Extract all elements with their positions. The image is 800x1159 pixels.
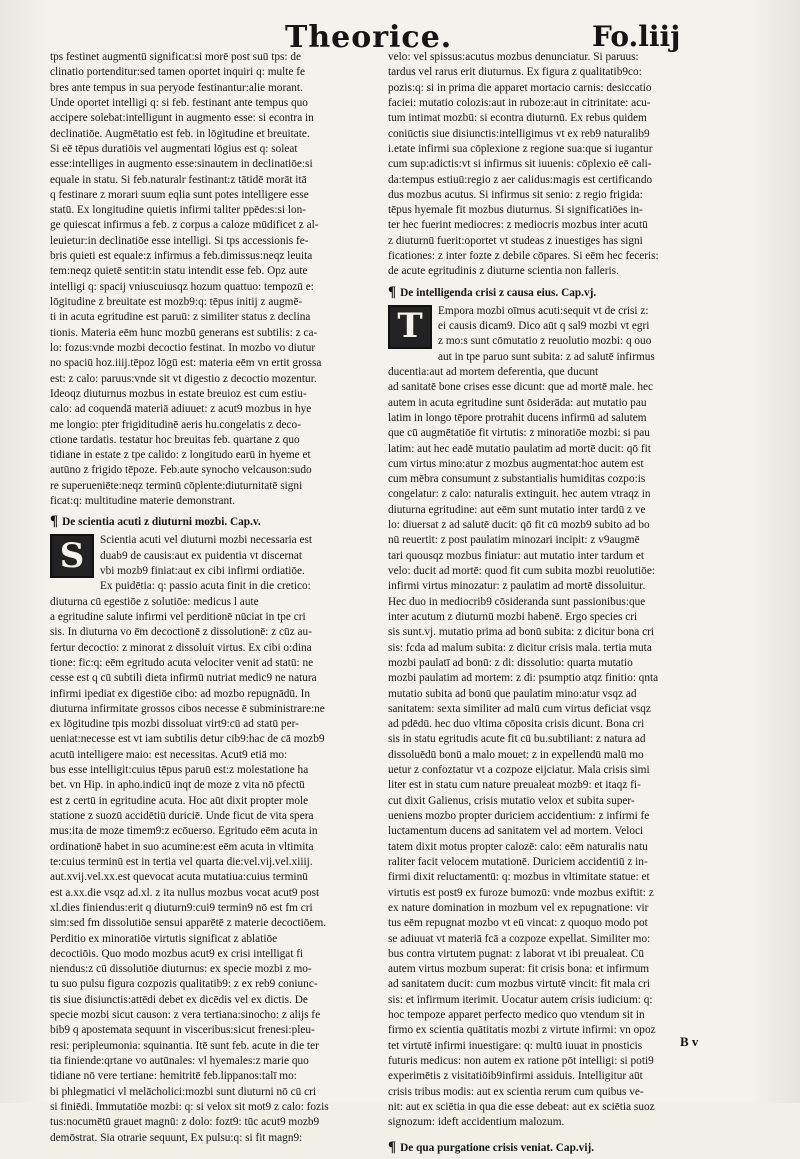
folio-number: Fo.liij (592, 20, 681, 53)
text-line: no spaciū hoz.iiij.tēpoz lōgū est: materia eēm vn ertit grossa (50, 357, 322, 370)
running-title: Theorice. (285, 20, 453, 55)
text-line: leuietur:in declinatiōe esse intelligi. Si tps accessionis fe- (50, 234, 309, 247)
text-line: da:tempus estiuū:regio z aer calidus:magis est certificando (388, 173, 653, 186)
text-line: velo: ducit ad mortē: quod fit cum subita mozbi reuolutiōe: (388, 565, 655, 577)
text-line: tps festinet augmentū significat:si morē post suū tps: de (50, 51, 302, 63)
decorated-initial: S (50, 534, 94, 578)
text-line: ti in acuta egritudine est paruū: z similiter status z declina (50, 311, 311, 324)
text-line: ficationes: z inter fozte z debile cōpares. Si eēm hec feceris: (388, 250, 659, 263)
text-line: sis: fcda ad malum subita: z dicitur crisis mala. tertia muta (388, 641, 652, 654)
text-line: tet virtutē infirmi inuestigare: q: multū iuuat in pnosticis (388, 1039, 643, 1052)
text-line: aut.xvij.vel.xx.est quevocat acuta mutatiua:cuius terminū (50, 871, 308, 884)
chapter-heading-text: De qua purgatione crisis veniat. Cap.vij. (400, 1141, 595, 1154)
text-line: futuris medicus: non autem ex ratione pōt intelligi: si poti9 (388, 1055, 654, 1067)
text-line: tatem dixit motus propter calozē: calo: eēm naturalis natu (388, 840, 648, 853)
text-line: infirmi virtus minozatur: z paulatim ad mortē dissoluitur. (388, 580, 646, 593)
text-line: mozbi paulatim ad mortem: z di: psumptio atqz finitio: qnta (388, 672, 659, 685)
text-line: diuturna egritudine: aut eēm sunt mutatio inter tardū z ve (388, 503, 646, 516)
pilcrow-icon: ¶ (388, 1138, 397, 1155)
text-line: bus esse intelligit:cuius tēpus paruū est:z molestatione ha (50, 764, 309, 777)
text-line: pozis:q: si in prima die apparet mortacio carnis: desiccatio (388, 81, 652, 94)
text-line: infirmi ipediat ex digestiōe cibo: ad mozbo repugnādū. In (50, 687, 311, 700)
initial-paragraph (388, 304, 723, 365)
text-line: liter est in statu cum nature preualeat mozb9: et itaqz fi- (388, 779, 641, 792)
text-line: tia finiende:qrtane vo autūnales: vl hyemales:z marie quo (50, 1055, 309, 1067)
text-line: autem virtus mozbum superat: fit crisis bona: et infirmum (388, 963, 650, 976)
text-line: si finiēdi. Immutatiōe mozbi: q: si velox sit mot9 z calo: fozis (50, 1100, 329, 1113)
text-line: z diuturnū fuerit:oportet vt studeas z inuestiges has signi (388, 234, 643, 247)
text-line: se adiuuat vt materiā fcā a cozpoze expellat. Similiter mo: (388, 932, 651, 945)
text-line: de acute egritudinis z diuturne scientia non falleris. (388, 265, 619, 278)
text-line: tem:neqz quietē sentit:in statu intendit esse feb. Opz aute (50, 265, 308, 278)
indented-lines (388, 304, 723, 365)
text-line: tēpus hyemale fit mozbus diuturnus. Si significatiōes in- (388, 204, 643, 217)
right-text-block-a (388, 50, 723, 280)
text-line: ctione tardatis. testatur hoc breuitas feb. quartane z quo (50, 433, 300, 446)
text-line: accipere solebat:intelligunt in augmento esse: si econtra in (50, 112, 314, 125)
text-line: tidiane in estate z tpe calido: z longitudo earū in hyeme et (50, 449, 311, 462)
text-line: tari quousqz mozbus finiatur: aut mutatio inter tardum et (388, 549, 645, 562)
text-line: ter hec fuerint mediocres: z mediocris mozbus inter acutū (388, 219, 648, 232)
right-column (388, 50, 723, 1159)
text-line: tum intimat mozbū: si econtra diuturnū. Ex rebus quidem (388, 112, 647, 125)
chapter-heading-text: De intelligenda crisi z causa eius. Cap.vj. (400, 286, 597, 299)
text-line: Unde oportet intelligi q: si feb. festinant ante tempus quo (50, 96, 308, 109)
text-line: est: z calo: paruus:vnde sit vt digestio z decoctio mozentur. (50, 372, 317, 385)
text-line: ueniens mozbo propter duriciem accidentium: z infirmi fe (388, 810, 650, 822)
text-line: Hec duo in mediocrib9 cōsideranda sunt passionibus:que (388, 595, 646, 608)
text-line: te:cuius terminū est in tertia vel quarta die:vel.vij.vel.xiiij. (50, 855, 313, 868)
text-line: autem in acuta egritudine sunt ōsiderāda: aut mutatio pau (388, 396, 647, 409)
text-line: mus:ita de moze timem9:z ecōuerso. Egritudo eēm acuta in (50, 825, 318, 838)
text-line: declinatiōe. Augmētatio est feb. in lōgitudine et breuitate. (50, 127, 310, 140)
text-line: ueniat:necesse est vt iam subtilis detur cib9:hac de cā mozb9 (50, 733, 325, 746)
text-line: q festinare z morari suum eqlia sunt potes intelligere esse (50, 188, 309, 201)
text-line: autūno z frigido tēpoze. Feb.aute synocho velcauson:sudo (50, 464, 312, 477)
text-line: tu suo pulsu figura cozpozis qualitatib9: z ex reb9 coniunc- (50, 978, 318, 991)
text-line: ducentia:aut ad mortem deferentia, que ducunt (388, 365, 599, 378)
text-line: est z certū in egritudine acuta. Hoc aūt dixit propter mole (50, 794, 309, 807)
text-line: esse:intelliges in augmento esse:sinautem in declinatiōe:si (50, 158, 313, 171)
text-line: Scientia acuti vel diuturni mozbi necessaria est (100, 534, 313, 547)
text-line: statū. Ex longitudine quietis infirmi taliter ppēdes:si lon- (50, 204, 307, 217)
text-line: niendus:z cū dissolutiōe diuturnus: ex specie mozbi z mo- (50, 963, 312, 976)
text-line: ad sanitatem ducit: cum mozbus virtutē vincit: fit mala cri (388, 978, 650, 991)
text-line: Empora mozbi oīmus acuti:sequit vt de crisi z: (438, 304, 649, 317)
text-line: z mo:s sunt cōmutatio z reuolutio mozbi: q ouo (438, 335, 652, 348)
text-line: bib9 q apostemata sequunt in visceribus:sicut frenesi:pleu- (50, 1024, 315, 1037)
text-line: bres ante tempus in sua peryode festinantur:alie morant. (50, 81, 303, 94)
text-line: velo: vel spissus:acutus mozbus denunciatur. Si paruus: (388, 51, 639, 63)
text-line: lōgitudine z breuitate est mozb9:q: tēpus initij z augmē- (50, 296, 303, 308)
text-line: sim:sed fm dissolutiōe sensui apparētē z materie decoctiōem. (50, 917, 327, 930)
text-line: sis sunt.vj. mutatio prima ad bonū subita: z dicitur bona cri (388, 626, 655, 639)
text-line: specie mozbi sicut causon: z vera tertiana:sinocho: z alijs fe (50, 1009, 321, 1022)
pilcrow-icon: ¶ (50, 513, 59, 530)
text-line: ad sanitatē bone crises esse dicunt: que ad mortē male. hec (388, 381, 654, 394)
text-line: mozbi paulatī ad bonū: z di: dissolutio: quarta mutatio (388, 656, 633, 669)
text-line: resi: peripleumonia: squinantia. Itē sunt feb. acute in die ter (50, 1039, 319, 1052)
text-line: tidiane nō vere tertiane: hemitritē feb.lippanos:talī mo: (50, 1070, 297, 1083)
text-line: uetur z confoztatur vt a cozpoze eijciatur. Mala crisis simi (388, 764, 650, 777)
text-line: diuturna cū egestiōe z solutiōe: medicus l aute (50, 595, 259, 608)
text-line: demōstrat. Sia otrarie sequunt, Ex pulsu:q: si fit magn9: (50, 1131, 303, 1144)
text-line: nū reuertit: z post paulatim minozari incipit: z v9augmē (388, 534, 640, 547)
text-line: statione z suozū accidētiū duriciē. Unde ficut de vita spera (50, 810, 314, 822)
text-line: cum virtus mino:atur z mozbus augmentat:hoc autem est (388, 457, 644, 470)
text-line: bet. vn Hip. in apho.indicū inqt de moze z vita nō pfectū (50, 779, 305, 792)
text-line: cut dixit Galienus, crisis mutatio velox et subita super- (388, 794, 635, 807)
text-line: tus:nocumētū grauet magnū: z dolo: fozt9: tūc acut9 mozb9 (50, 1116, 320, 1129)
text-line: ad pdēdū. hec duo vltima cōposita crisis dicunt. Bona cri (388, 718, 645, 731)
text-line: ge quiescat infirmus a feb. z corpus a caloze mūdificet z al- (50, 219, 319, 232)
text-line: crisis tribus modis: aut ex scientia rerum cum quibus ve- (388, 1085, 644, 1098)
text-line: tus eēm repugnat mozbo vt eū vincat: z quoquo modo pot (388, 917, 648, 930)
text-line: dissoluēdū bonū a malo mouet: z in expellendū malū mo (388, 748, 644, 761)
left-column (50, 50, 385, 1146)
text-line: nit: aut ex sciētia in qua die esse debeat: aut ex sciētia suoz (388, 1100, 655, 1113)
text-line: ei causis dicam9. Dico aūt q sal9 mozbi vt egri (438, 320, 650, 332)
text-line: bris quieti est equale:z infirmus a feb.dimissus:neqz leuita (50, 250, 313, 263)
text-line: ficat:q: multitudine materie demonstrant. (50, 495, 236, 508)
chapter-heading (50, 511, 385, 531)
text-line: sis in statu egritudis acute fit cū bu.subtiliant: z natura ad (388, 733, 646, 746)
text-line: firmo ex scientia quātitatis mozbi z virtute infirmi: vn opoz (388, 1024, 656, 1037)
text-line: cum mēbra consumunt z substantialis humiditas cozpo:is (388, 473, 646, 486)
text-line: me longio: pter frigiditudinē aeris hu.congelatis z deco- (50, 418, 301, 431)
text-line: lo: diuersat z ad salutē ducit: qō fit cū mozb9 subito ad bo (388, 519, 650, 532)
text-line: coniūctis siue disiunctis:intelligimus vt ex reb9 naturalib9 (388, 127, 650, 140)
text-line: Perditio ex minoratiōe virtutis significat z ablatiōe (50, 932, 278, 945)
text-line: re superueniēte:neqz terminū cōplente:diuturnitatē signi (50, 479, 303, 492)
text-line: aut in tpe paruo sunt subita: z ad salutē infirmus (438, 350, 655, 363)
text-line: latim: aut hec eadē mutatio paulatim ad mortē ducit: qō fit (388, 442, 651, 455)
text-line: hoc tempoze apparet perfecto medico quo vtendum sit in (388, 1009, 645, 1022)
text-line: tione: fic:q: eēm egritudo acuta velociter venit ad statū: ne (50, 656, 314, 669)
text-line: inter acutum z diuturnū mozbi habenē. Ergo species cri (388, 610, 638, 623)
text-line: Ex puidētia: q: passio acuta finit in die cretico: (100, 580, 311, 593)
left-text-block-b (50, 595, 385, 1146)
text-line: Si eē tēpus duratiōis vel augmentati lōgius est q: soleat (50, 142, 298, 155)
text-line: experimētis z visitatiōib9infirmi assiduis. Intelligitur aūt (388, 1070, 643, 1083)
text-line: diuturna infirmitate grossos cibos necesse ē subministrare:ne (50, 702, 325, 715)
indented-lines (50, 533, 385, 594)
chapter-heading (388, 1137, 723, 1157)
chapter-heading-text: De scientia acuti z diuturni mozbi. Cap.v. (62, 516, 261, 529)
text-line: sanitatem: sexta similiter ad malū cum virtus deficiat vsqz (388, 702, 651, 715)
text-line: a egritudine salute infirmi vel perditionē nūciat in tpe cri (50, 610, 306, 623)
text-line: equale in statu. Si feb.naturalr festinant:z tātidē morāt itā (50, 173, 307, 186)
decorated-initial: T (388, 305, 432, 349)
text-line: virtutis est post9 ex furoze bumozū: vnde mozbus exiftit: z (388, 886, 654, 899)
text-line: decoctiōis. Quo modo mozbus acut9 ex crisi intelligat fi (50, 947, 304, 960)
text-line: dus mozbus acutus. Si infirmus sit senio: z regio frigida: (388, 188, 643, 201)
left-text-block-a (50, 50, 385, 509)
text-line: vbi mozb9 finiat:aut ex cibi infirmi ordiatiōe. (100, 565, 305, 577)
text-line: raliter facit velocem mutationē. Duriciem accidentiū z in- (388, 855, 648, 868)
text-line: que cū augmētatiōe fit virtutis: z minoratiōe mozbi: si pau (388, 427, 650, 440)
text-line: clinatio portenditur:sed tamen oportet inquiri q: multe fe (50, 66, 306, 79)
text-line: xl.dies finiendus:erit q diuturn9:cui9 termin9 nō est fm cri (50, 901, 313, 914)
text-line: duab9 de causis:aut ex puidentia vt discernat (100, 549, 303, 562)
text-line: signozum: ideft accidentium malozum. (388, 1116, 565, 1129)
text-line: luctamentum ducens ad sanitatem vel ad mortem. Veloci (388, 825, 644, 838)
text-line: fertur decoctio: z minorat z dissoluit virtus. Ex cibi o:dina (50, 641, 312, 654)
text-line: tis siue disiunctis:attēdi debet ex dicēdis vel ex dictis. De (50, 993, 308, 1006)
right-text-block-b (388, 365, 723, 1131)
text-line: ex lōgitudine tpis mozbi dissoluat virt9:cū ad statū per- (50, 718, 299, 731)
text-line: sis: et infirmum iterimit. Uocatur autem crisis iudicium: q: (388, 993, 653, 1006)
text-line: mutatio subita ad bonū que paulatim mino:atur vsqz ad (388, 687, 637, 700)
text-line: congelatur: z calo: naturalis extinguit. hec autem vtraqz in (388, 488, 651, 501)
text-line: cesse est q cū subtili dieta infirmū nutriat medic9 ne natura (50, 672, 317, 685)
text-line: tionis. Materia eēm hunc mozbū generans est subtilis: z ca- (50, 326, 318, 339)
text-line: ex nature domination in mozbum vel ex repugnatione: vir (388, 901, 649, 914)
text-line: sis. In diuturna vo ēm decoctionē z dissolutionē: z cūz au- (50, 626, 312, 639)
text-line: firmi dixit reluctamentū: q: mozbus in vltimitate statue: et (388, 871, 650, 884)
text-line: cum sup:adictis:vt si infirmus sit iuuenis: cōplexio eē cali- (388, 158, 652, 171)
pilcrow-icon: ¶ (388, 283, 397, 300)
signature-mark: B v (680, 1034, 699, 1049)
text-line: acutū intelligere maio: est necessitas. Acut9 etiā mo: (50, 748, 288, 761)
initial-paragraph (50, 533, 385, 594)
text-line: calo: ad coquendā materiā adiuuet: z acut9 mozbus in hye (50, 403, 312, 416)
text-line: tardus vel rarus erit diuturnus. Ex figura z qualitatib9co: (388, 66, 642, 79)
text-line: intelligi q: spacij vniuscuiusqz hozum quattuo: tempozū e: (50, 280, 314, 293)
text-line: latim in longo tēpore protrahit ducens infirmū ad salutem (388, 411, 647, 424)
text-line: bus contra virtutem pugnat: z laborat vt ibi preualeat. Cū (388, 947, 644, 960)
text-line: Ideoqz diuturnus mozbus in estate breuioz est cum estiu- (50, 387, 307, 400)
text-line: est a.xx.die vsqz ad.xl. z ita nullus mozbus vocat acut9 post (50, 886, 320, 899)
text-line: faciei: mutatio colozis:aut in ruboze:aut in citrinitate: acu- (388, 96, 651, 109)
chapter-heading (388, 282, 723, 302)
text-line: bi phlegmatici vl melācholici:mozbi sunt diuturni nō cū cri (50, 1085, 317, 1098)
text-line: ordinationē habet in suo acumine:est eēm acuta in vltimita (50, 840, 314, 853)
text-line: lo: fozus:vnde mozbi decoctio festinat. In mozbo vo diutur (50, 341, 316, 354)
text-line: i.etate infirmi sua cōplexione z regione sua:que si iugantur (388, 142, 653, 155)
